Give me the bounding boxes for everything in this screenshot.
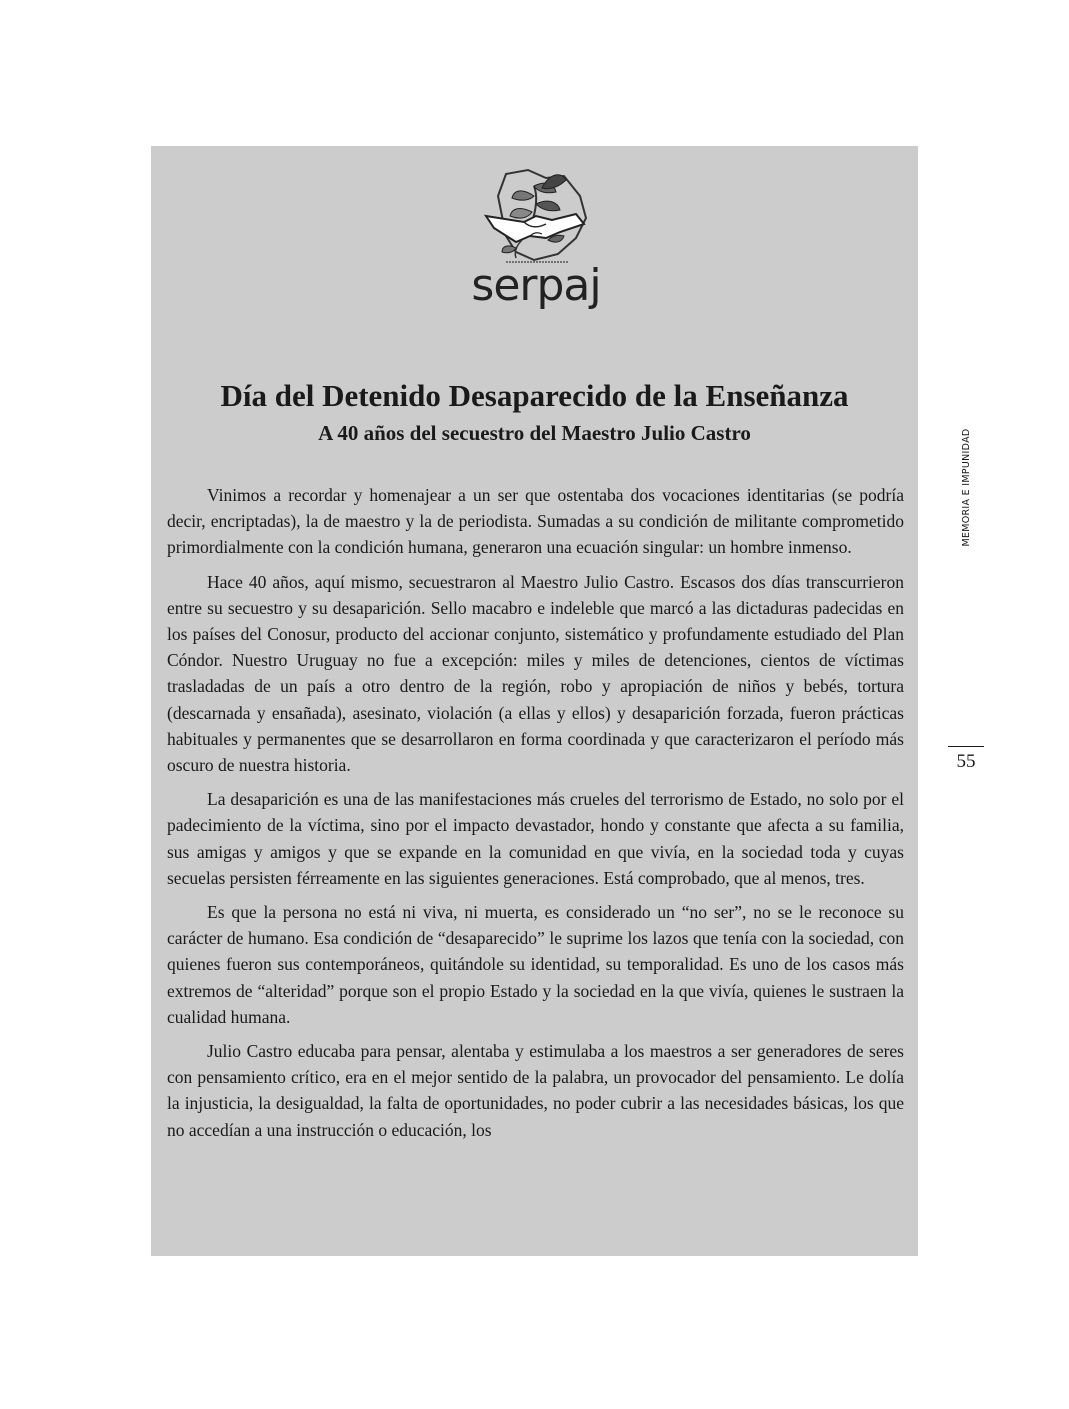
paragraph: Es que la persona no está ni viva, ni muerta, es considerado un “no ser”, no se le reconoce su carácter de humano. Esa condición de “desaparecido” le suprime los lazos que tenía con la sociedad, con quienes fueron sus contemporáneos, quitándole su identidad, su temporalidad. Es uno de los casos más extremos de “alteridad” porque son el propio Estado y la sociedad en la que vivía, quienes le sustraen la cualidad humana. bbox=[167, 902, 904, 1027]
page-number: 55 bbox=[956, 751, 976, 772]
paragraph: Hace 40 años, aquí mismo, secuestraron al Maestro Julio Castro. Escasos dos días transcurrieron entre su secuestro y su desaparición. Sello macabro e indeleble que marcó a las dictaduras padecidas en los países del Conosur, producto del accionar conjunto, sistemático y profundamente estudiado del Plan Cóndor. Nuestro Uruguay no fue a excepción: miles y miles de detenciones, cientos de víctimas trasladadas de un país a otro dentro de la región, robo y apropiación de niños y bebés, tortura (descarnada y ensañada), asesinato, violación (a ellas y ellos) y desaparición forzada, fueron prácticas habituales y permanentes que se desarrollaron en forma coordinada y que caracterizaron el período más oscuro de nuestra historia. bbox=[167, 571, 904, 776]
section-side-label bbox=[958, 418, 972, 563]
paragraph: La desaparición es una de las manifestaciones más crueles del terrorismo de Estado, no solo por el padecimiento de la víctima, sino por el impacto devastador, hondo y constante que afecta a su familia, sus amigas y amigos y que se expande en la comunidad en que vivía, en la sociedad toda y cuyas secuelas persisten férreamente en las siguientes generaciones. Está comprobado, que al menos, tres. bbox=[167, 789, 904, 888]
page-number-rule bbox=[948, 746, 984, 747]
section-side-label-text: MEMORIA E IMPUNIDAD bbox=[961, 428, 972, 547]
article-panel bbox=[151, 146, 918, 1256]
article-subtitle: A 40 años del secuestro del Maestro Julio Castro bbox=[318, 421, 751, 445]
serpaj-hands-map-logo-icon bbox=[476, 166, 596, 266]
article-body bbox=[167, 482, 904, 1151]
paragraph: Julio Castro educaba para pensar, alentaba y estimulaba a los maestros a ser generadores de seres con pensamiento crítico, era en el mejor sentido de la palabra, un provocador del pensamiento. Le dolía la injusticia, la desigualdad, la falta de oportunidades, no poder cubrir a las necesidades básicas, los que no accedían a una instrucción o educación, los bbox=[167, 1041, 904, 1140]
logo-wordmark: serpaj bbox=[471, 260, 601, 311]
serpaj-logo bbox=[471, 166, 601, 311]
article-title: Día del Detenido Desaparecido de la Enseñanza bbox=[220, 378, 849, 413]
paragraph: Vinimos a recordar y homenajear a un ser que ostentaba dos vocaciones identitarias (se podría decir, encriptadas), la de maestro y la de periodista. Sumadas a su condición de militante comprometido primordialmente con la condición humana, generaron una ecuación singular: un hombre inmenso. bbox=[167, 485, 904, 558]
